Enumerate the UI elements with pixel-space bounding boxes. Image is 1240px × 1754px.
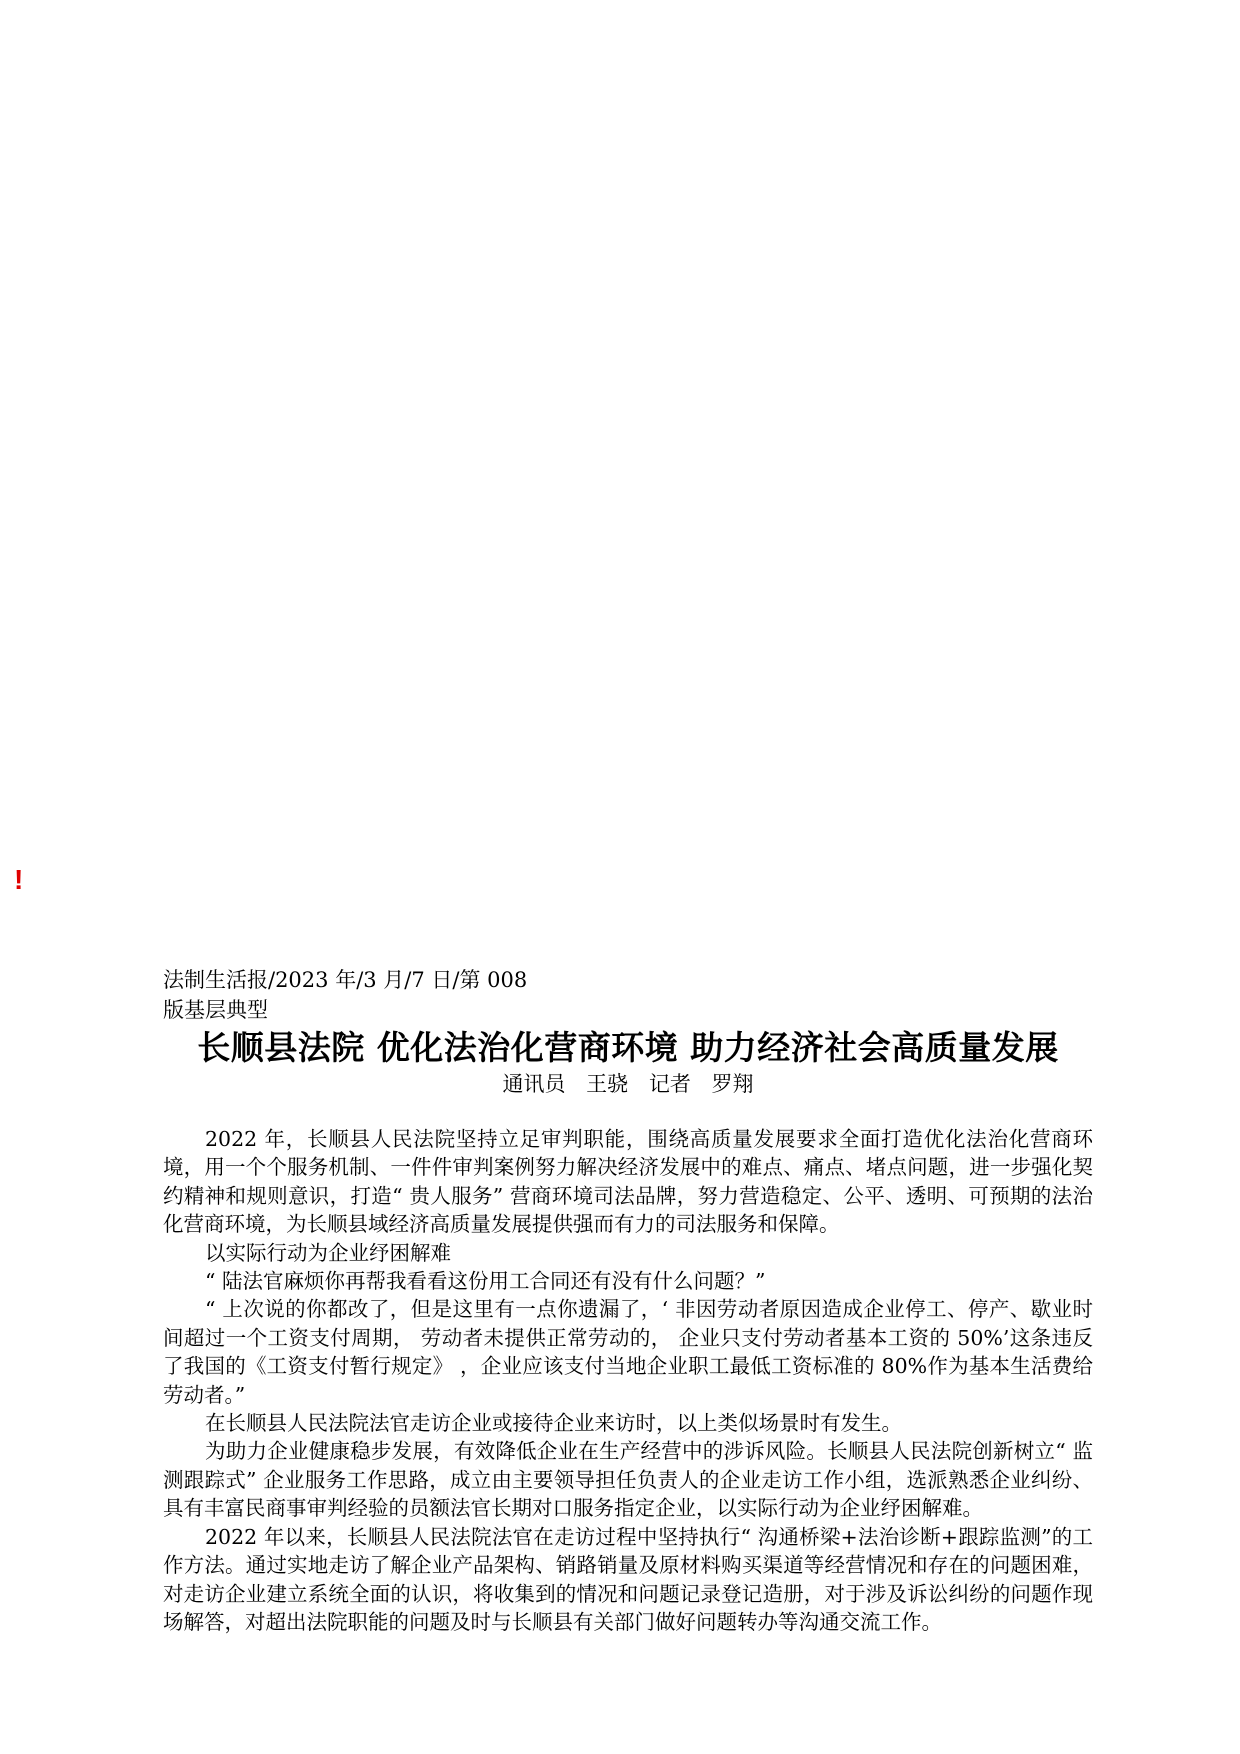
source-line: 法制生活报/2023 年/3 月/7 日/第 008 版基层典型	[163, 968, 528, 1022]
paragraph-quote-1: “ 陆法官麻烦你再帮我看看这份用工合同还有没有什么问题？”	[205, 1269, 766, 1294]
paragraph-quote-2: “ 上次说的你都改了，但是这里有一点你遗漏了，‘ 非因劳动者原因造成企业停工、停产、歇业时间超过一个工资支付周期， 劳动者未提供正常劳动的， 企业只支付劳动者基本工资的 50%’这条违反了我国的《工资支付暂行规定》 ，企业应该支付当地企业职工最低工资标准的 80%作为基本生活费给劳动者。”	[163, 1297, 1093, 1407]
paragraph-intro: 2022 年，长顺县人民法院坚持立足审判职能，围绕高质量发展要求全面打造优化法治化营商环境，用一个个服务机制、一件件审判案例努力解决经济发展中的难点、痛点、堵点问题，进一步强化契约精神和规则意识，打造“ 贵人服务” 营商环境司法品牌，努力营造稳定、公平、透明、可预期的法治化营商环境，为长顺县域经济高质量发展提供强而有力的司法服务和保障。	[163, 1127, 1093, 1237]
section-heading: 以实际行动为企业纾困解难	[205, 1240, 451, 1265]
paragraph-initiative: 为助力企业健康稳步发展，有效降低企业在生产经营中的涉诉风险。长顺县人民法院创新树立“ 监测跟踪式” 企业服务工作思路，成立由主要领导担任负责人的企业走访工作小组，选派熟悉企业纠纷、具有丰富民商事审判经验的员额法官长期对口服务指定企业，以实际行动为企业纾困解难。	[163, 1439, 1093, 1521]
paragraph-scene: 在长顺县人民法院法官走访企业或接待企业来访时，以上类似场景时有发生。	[205, 1411, 902, 1436]
headline: 长顺县法院 优化法治化营商环境 助力经济社会高质量发展	[197, 1028, 1059, 1067]
paragraph-method: 2022 年以来，长顺县人民法院法官在走访过程中坚持执行“ 沟通桥梁+法治诊断+跟踪监测”的工作方法。通过实地走访了解企业产品架构、销路销量及原材料购买渠道等经营情况和存在的问题困难，对走访企业建立系统全面的认识，将收集到的情况和问题记录登记造册，对于涉及诉讼纠纷的问题作现场解答，对超出法院职能的问题及时与长顺县有关部门做好问题转办等沟通交流工作。	[163, 1524, 1093, 1634]
byline: 通讯员 王骁 记者 罗翔	[502, 1072, 754, 1096]
article	[163, 965, 1093, 1636]
exclamation-mark: !	[14, 864, 24, 895]
